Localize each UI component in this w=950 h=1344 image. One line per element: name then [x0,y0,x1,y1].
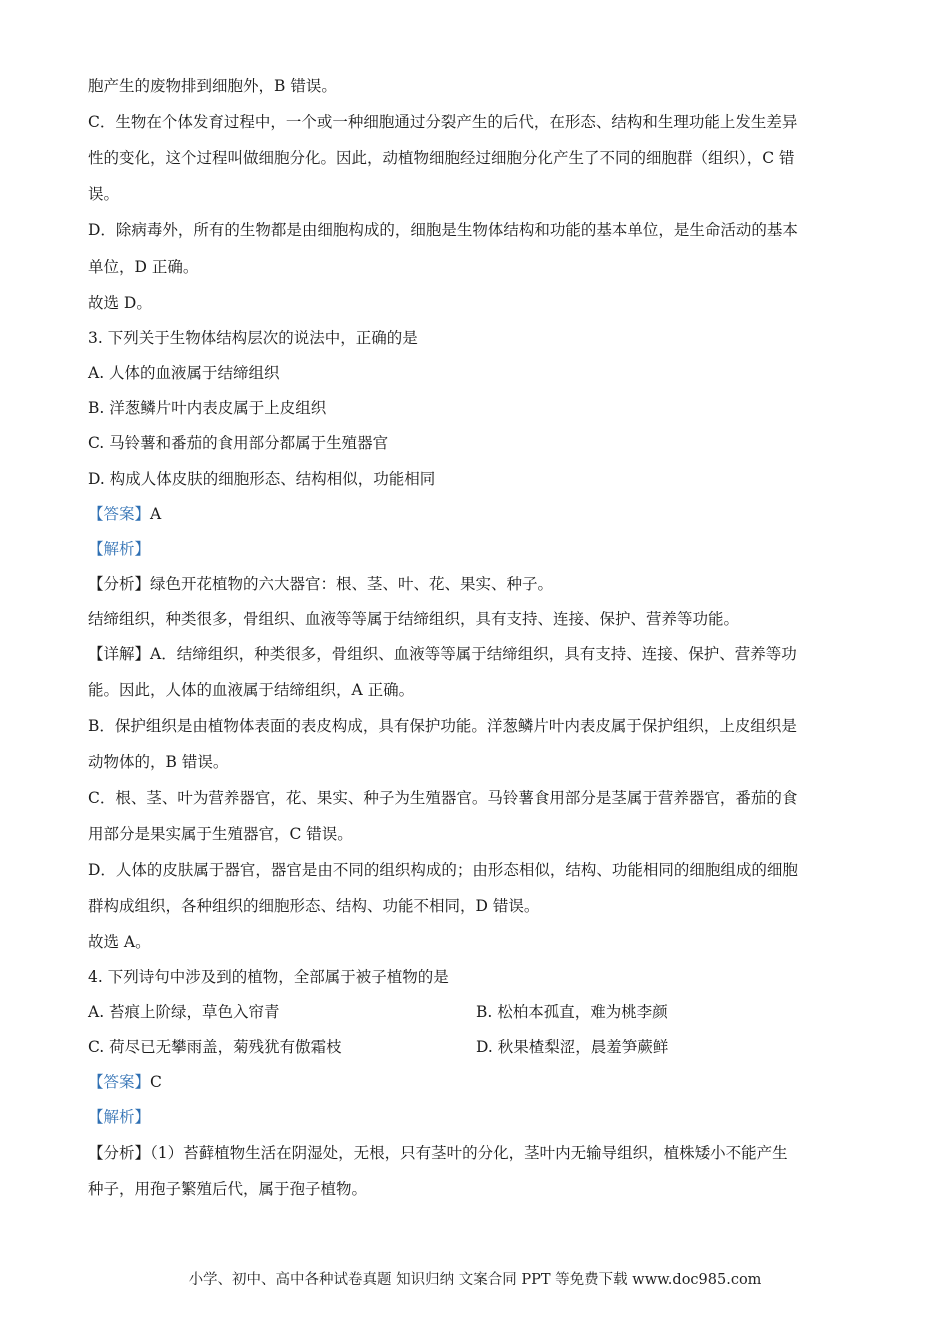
question-4-stem: 4. 下列诗句中涉及到的植物，全部属于被子植物的是 [88,968,449,986]
text-line: C．生物在个体发育过程中，一个或一种细胞通过分裂产生的后代，在形态、结构和生理功能上发生差异 [88,113,798,131]
text-line: 动物体的，B 错误。 [88,753,229,771]
text-line: 性的变化，这个过程叫做细胞分化。因此，动植物细胞经过细胞分化产生了不同的细胞群（组织），C 错 [88,149,795,167]
text-line: 用部分是果实属于生殖器官，C 错误。 [88,825,353,843]
xiangjie-tag: 【详解】 [88,645,151,663]
fenxi-text: （1）苔藓植物生活在阴湿处，无根，只有茎叶的分化，茎叶内无输导组织，植株矮小不能产生 [150,1144,788,1162]
fenxi-text: 绿色开花植物的六大器官：根、茎、叶、花、果实、种子。 [150,575,554,593]
answer-value: A [150,505,162,523]
question-3-option-d: D. 构成人体皮肤的细胞形态、结构相似，功能相同 [88,470,436,488]
text-line: 单位，D 正确。 [88,258,199,276]
text-line: 群构成组织，各种组织的细胞形态、结构、功能不相同，D 错误。 [88,897,540,915]
analysis-tag: 【解析】 [88,1108,151,1126]
text-line: D．除病毒外，所有的生物都是由细胞构成的，细胞是生物体结构和功能的基本单位，是生命活动的基本 [88,221,798,239]
text-line: C．根、茎、叶为营养器官，花、果实、种子为生殖器官。马铃薯食用部分是茎属于营养器官，番茄的食 [88,789,798,807]
text-line: 故选 A。 [88,933,151,951]
question-3-option-c: C. 马铃薯和番茄的食用部分都属于生殖器官 [88,434,389,452]
analysis-tag: 【解析】 [88,540,151,558]
question-4-option-c: C. 荷尽已无攀雨盖，菊残犹有傲霜枝 [88,1038,342,1056]
question-3-answer [88,503,858,525]
question-4-option-a: A. 苔痕上阶绿，草色入帘青 [88,1003,280,1021]
question-3-analysis-heading [88,538,858,560]
question-4-analysis-heading [88,1106,858,1128]
question-4-fenxi [88,1142,858,1164]
text-line: B．保护组织是由植物体表面的表皮构成，具有保护功能。洋葱鳞片叶内表皮属于保护组织，上皮组织是 [88,717,797,735]
question-4-option-d: D. 秋果楂梨涩，晨羞笋蕨鲜 [476,1038,669,1056]
text-line: D．人体的皮肤属于器官，器官是由不同的组织构成的；由形态相似，结构、功能相同的细胞组成的细胞 [88,861,798,879]
text-line: 胞产生的废物排到细胞外，B 错误。 [88,77,337,95]
text-line: 故选 D。 [88,294,152,312]
question-4-answer [88,1071,858,1093]
answer-tag: 【答案】 [88,505,151,523]
answer-value: C [150,1073,162,1091]
question-3-xiangjie [88,643,858,665]
fenxi-tag: 【分析】 [88,575,151,593]
question-3-option-a: A. 人体的血液属于结缔组织 [88,364,280,382]
question-4-option-b: B. 松柏本孤直，难为桃李颜 [476,1003,668,1021]
text-line: 种子，用孢子繁殖后代，属于孢子植物。 [88,1180,368,1198]
question-3-option-b: B. 洋葱鳞片叶内表皮属于上皮组织 [88,399,327,417]
text-line: 结缔组织，种类很多，骨组织、血液等等属于结缔组织，具有支持、连接、保护、营养等功能。 [88,610,740,628]
fenxi-tag: 【分析】 [88,1144,151,1162]
question-3-stem: 3. 下列关于生物体结构层次的说法中，正确的是 [88,329,418,347]
xiangjie-text: A．结缔组织，种类很多，骨组织、血液等等属于结缔组织，具有支持、连接、保护、营养等功 [150,645,797,663]
answer-tag: 【答案】 [88,1073,151,1091]
text-line: 能。因此，人体的血液属于结缔组织，A 正确。 [88,681,415,699]
question-3-fenxi [88,573,858,595]
text-line: 误。 [88,185,120,203]
page-footer: 小学、初中、高中各种试卷真题 知识归纳 文案合同 PPT 等免费下载 www.doc985.com [188,1272,762,1288]
